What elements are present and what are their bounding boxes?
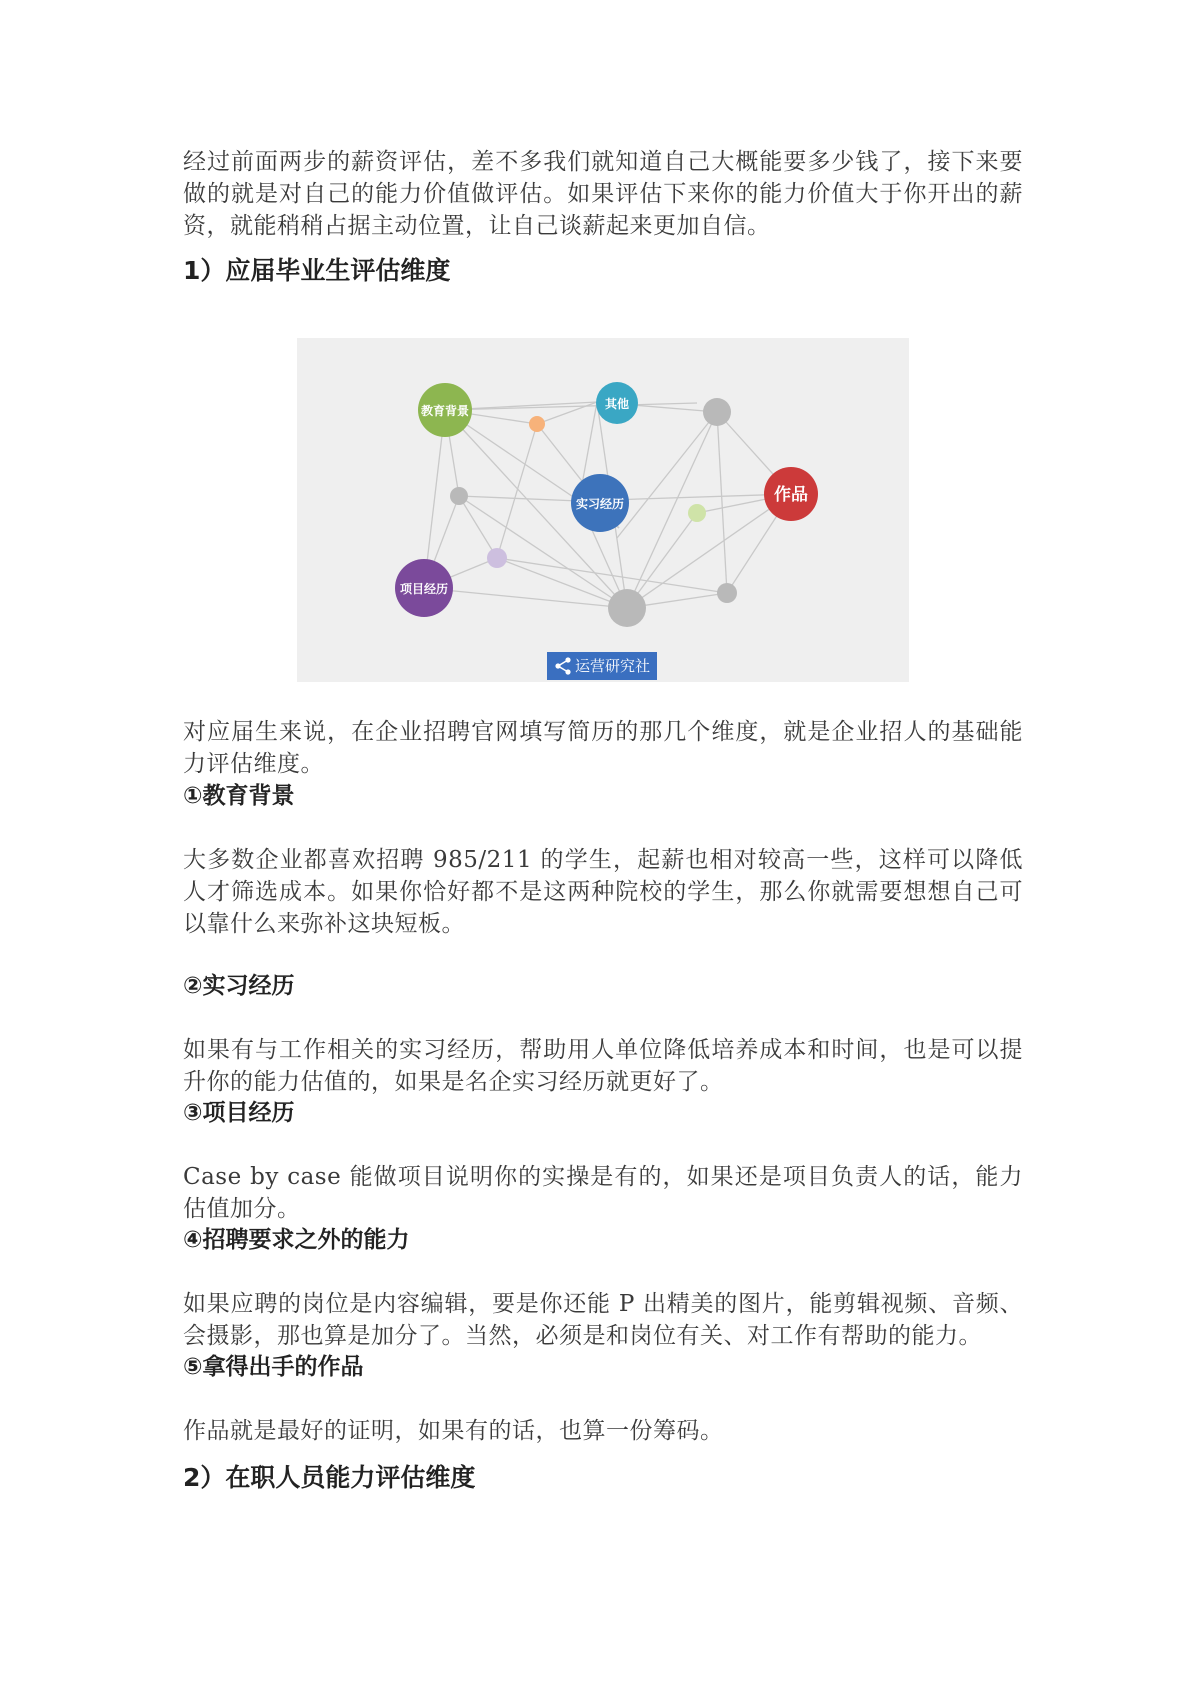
item-text-education: 大多数企业都喜欢招聘 985/211 的学生，起薪也相对较高一些，这样可以降低人才筛选成本。如果你恰好都不是这两种院校的学生，那么你就需要想想自己可以靠什么来弥补这块短板。 bbox=[183, 847, 1023, 937]
node-education bbox=[418, 383, 472, 437]
share-icon bbox=[553, 656, 573, 676]
node-other-label: 其他 bbox=[604, 397, 630, 411]
item-text-extra-skills: 如果应聘的岗位是内容编辑，要是你还能 P 出精美的图片，能剪辑视频、音频、会摄影，那也算是加分了。当然，必须是和岗位有关、对工作有帮助的能力。 bbox=[183, 1291, 1023, 1349]
section1-heading: 1）应届毕业生评估维度 bbox=[183, 256, 451, 285]
intro-paragraph: 经过前面两步的薪资评估，差不多我们就知道自己大概能要多少钱了，接下来要做的就是对自己的能力价值做评估。如果评估下来你的能力价值大于你开出的薪资，就能稍稍占据主动位置，让自己谈薪起来更加自信。 bbox=[183, 149, 1023, 239]
item-title-internship: ②实习经历 bbox=[183, 973, 295, 999]
minor-node-lightgreen bbox=[688, 504, 706, 522]
item-text-project: Case by case 能做项目说明你的实操是有的，如果还是项目负责人的话，能力估值加分。 bbox=[183, 1164, 1023, 1222]
item-text-portfolio: 作品就是最好的证明，如果有的话，也算一份筹码。 bbox=[183, 1418, 724, 1444]
node-works-label: 作品 bbox=[774, 485, 808, 505]
item-text-internship: 如果有与工作相关的实习经历，帮助用人单位降低培养成本和时间，也是可以提升你的能力估值的，如果是名企实习经历就更好了。 bbox=[183, 1037, 1023, 1095]
item-title-project: ③项目经历 bbox=[183, 1100, 295, 1126]
node-project bbox=[395, 559, 453, 617]
dimension-network-diagram bbox=[297, 338, 909, 682]
minor-node-gray-1 bbox=[703, 398, 731, 426]
minor-node-orange bbox=[529, 416, 545, 432]
node-education-label: 教育背景 bbox=[420, 404, 470, 418]
brand-badge bbox=[547, 652, 657, 680]
node-project-label: 项目经历 bbox=[399, 582, 449, 596]
item-title-education: ①教育背景 bbox=[183, 783, 295, 809]
grads-paragraph: 对应届生来说，在企业招聘官网填写简历的那几个维度，就是企业招人的基础能力评估维度。 bbox=[183, 719, 1023, 777]
item-title-portfolio: ⑤拿得出手的作品 bbox=[183, 1354, 364, 1380]
node-works bbox=[764, 467, 818, 521]
node-internship bbox=[571, 474, 629, 532]
item-title-extra-skills: ④招聘要求之外的能力 bbox=[183, 1227, 410, 1253]
minor-node-gray-4 bbox=[608, 589, 646, 627]
minor-node-gray-2 bbox=[450, 487, 468, 505]
section2-heading: 2）在职人员能力评估维度 bbox=[183, 1463, 476, 1492]
minor-node-lavender bbox=[487, 548, 507, 568]
minor-node-gray-3 bbox=[717, 583, 737, 603]
brand-label: 运营研究社 bbox=[575, 657, 651, 675]
network-svg bbox=[297, 338, 909, 682]
node-internship-label: 实习经历 bbox=[575, 497, 625, 511]
node-other bbox=[596, 382, 638, 424]
